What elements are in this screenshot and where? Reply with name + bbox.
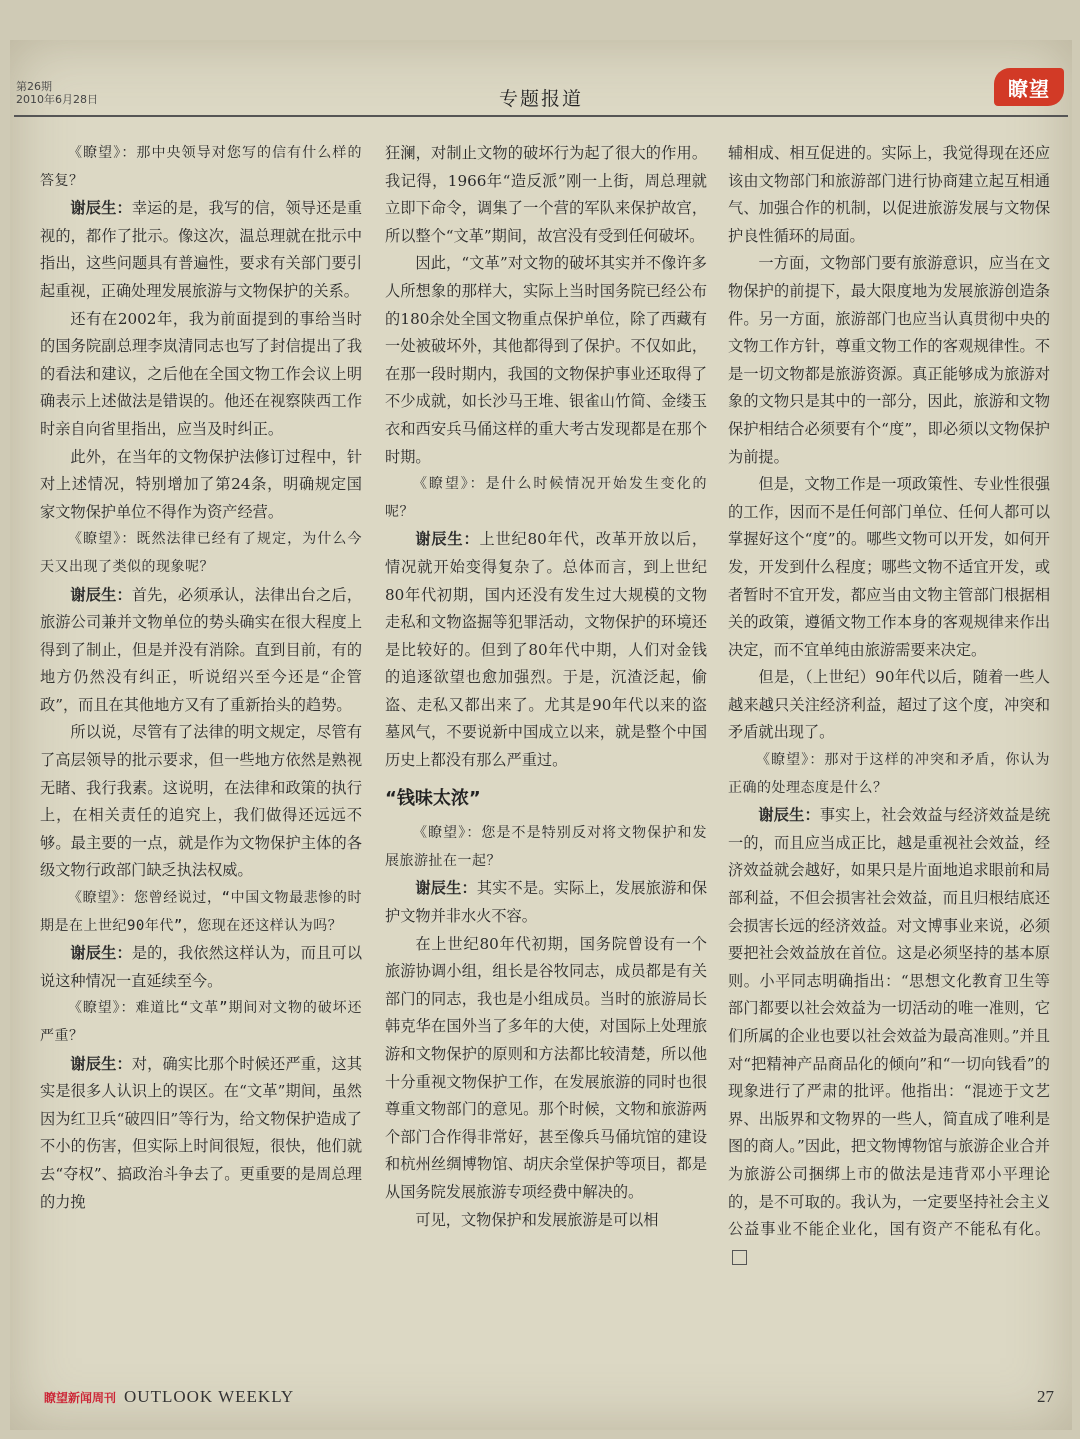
paragraph-text: 一方面，文物部门要有旅游意识，应当在文物保护的前提下，最大限度地为发展旅游创造条件。另一方面，旅游部门也应当认真贯彻中央的文物工作方针，尊重文物工作的客观规律性。不是一切文物都是旅游资源。真正能够成为旅游对象的文物只是其中的一部分，因此，旅游和文物保护相结合必须要有个“度”，即必须以文物保护为前提。 <box>728 254 1050 466</box>
magazine-page <box>10 40 1072 1430</box>
speaker-name: 谢辰生： <box>70 199 132 218</box>
interview-answer <box>385 526 707 774</box>
page-footer <box>10 1375 1072 1430</box>
interview-question <box>40 140 362 195</box>
text-column-1 <box>40 140 362 1375</box>
paragraph-text: 《瞭望》：难道比“文革”期间对文物的破坏还严重？ <box>40 1000 362 1044</box>
interview-question <box>385 820 707 875</box>
paragraph-text: 《瞭望》：您是不是特别反对将文物保护和发展旅游扯在一起？ <box>385 825 707 869</box>
paragraph-text: 所以说，尽管有了法律的明文规定，尽管有了高层领导的批示要求，但一些地方依然是熟视无睹、我行我素。这说明，在法律和政策的执行上，在相关责任的追究上，我们做得还远远不够。最主要的一点，就是作为文物保护主体的各级文物行政部门缺乏执法权威。 <box>40 723 362 880</box>
interview-question <box>385 471 707 526</box>
paragraph-text: 因此，“文革”对文物的破坏其实并不像许多人所想象的那样大，实际上当时国务院已经公布的180余处全国文物重点保护单位，除了西藏有一处被破坏外，其他都得到了保护。不仅如此，在那一段时期内，我国的文物保护事业还取得了不少成就，如长沙马王堆、银雀山竹简、金缕玉衣和西安兵马俑这样的重大考古发现都是在那个时期。 <box>385 254 707 466</box>
speaker-name: 谢辰生： <box>415 879 477 898</box>
speaker-name: 谢辰生： <box>70 1054 132 1073</box>
paragraph-text: 《瞭望》：既然法律已经有了规定，为什么今天又出现了类似的现象呢？ <box>40 531 362 575</box>
footer-brand-cn: 瞭望新闻周刊 <box>44 1391 117 1405</box>
speaker-name: 谢辰生： <box>70 944 132 963</box>
interview-answer <box>40 1051 362 1217</box>
subheading: “钱味太浓” <box>385 787 481 809</box>
speaker-name: 谢辰生： <box>758 806 820 825</box>
interview-question <box>40 995 362 1050</box>
interview-answer <box>40 195 362 305</box>
paragraph-text: 上世纪80年代，改革开放以后，情况就开始变得复杂了。总体而言，到上世纪80年代初期，国内还没有发生过大规模的文物走私和文物盗掘等犯罪活动，文物保护的环境还是比较好的。但到了80年代中期，人们对金钱的追逐欲望也愈加强烈。于是，沉渣泛起，偷盗、走私又都出来了。尤其是90年代以来的盗墓风气，不要说新中国成立以来，就是整个中国历史上都没有那么严重过。 <box>385 530 707 770</box>
section-title: 专题报道 <box>498 88 583 110</box>
interview-question <box>40 526 362 581</box>
paragraph-text: 狂澜，对制止文物的破坏行为起了很大的作用。我记得，1966年“造反派”刚一上街，周总理就立即下命令，调集了一个营的军队来保护故宫，所以整个“文革”期间，故宫没有受到任何破坏。 <box>385 144 707 245</box>
paragraph-text: 是的，我依然这样认为，而且可以说这种情况一直延续至今。 <box>40 944 362 990</box>
interview-answer <box>728 802 1050 1271</box>
page-header <box>10 40 1072 120</box>
paragraph-text: 其实不是。实际上，发展旅游和保护文物并非水火不容。 <box>385 879 707 926</box>
header-rule <box>14 115 1068 117</box>
paragraph-text: 但是，文物工作是一项政策性、专业性很强的工作，因而不是任何部门单位、任何人都可以掌握好这个“度”的。哪些文物可以开发，如何开发，开发到什么程度；哪些文物不适宜开发，或者暂时不宜开发，都应当由文物主管部门根据相关的政策，遵循文物工作本身的客观规律来作出决定，而不宜单纯由旅游需要来决定。 <box>728 475 1050 659</box>
interview-answer <box>40 582 362 720</box>
page-number: 27 <box>1037 1387 1054 1406</box>
paragraph-text: 幸运的是，我写的信，领导还是重视的，都作了批示。像这次，温总理就在批示中指出，这些问题具有普遍性，要求有关部门要引起重视，正确处理发展旅游与文物保护的关系。 <box>40 199 362 300</box>
paragraph-text: 《瞭望》：您曾经说过，“中国文物最悲惨的时期是在上世纪90年代”，您现在还这样认为吗？ <box>40 890 362 934</box>
body-paragraph <box>40 444 362 527</box>
interview-answer <box>385 875 707 930</box>
liaowang-logo: 瞭望 <box>994 68 1064 106</box>
body-paragraph <box>385 931 707 1207</box>
paragraph-text: 《瞭望》：那对于这样的冲突和矛盾，你认为正确的处理态度是什么？ <box>728 752 1050 796</box>
paragraph-text: 还有在2002年，我为前面提到的事给当时的国务院副总理李岚清同志也写了封信提出了我的看法和建议，之后他在全国文物工作会议上明确表示上述做法是错误的。他还在视察陕西工作时亲自向省里指出，应当及时纠正。 <box>40 309 362 438</box>
paragraph-text: 可见，文物保护和发展旅游是可以相 <box>415 1210 659 1229</box>
paragraph-text: 《瞭望》：那中央领导对您写的信有什么样的答复？ <box>40 145 362 189</box>
body-paragraph <box>728 471 1050 664</box>
interview-question <box>40 885 362 940</box>
text-column-3 <box>728 140 1050 1375</box>
interview-answer <box>40 940 362 995</box>
body-paragraph <box>728 664 1050 747</box>
issue-number: 第26期 <box>16 80 52 93</box>
footer-brand <box>44 1387 294 1407</box>
body-paragraph <box>385 140 707 250</box>
speaker-name: 谢辰生： <box>415 530 480 549</box>
body-paragraph <box>728 250 1050 471</box>
end-mark-icon <box>732 1250 747 1265</box>
paragraph-text: 辅相成、相互促进的。实际上，我觉得现在还应该由文物部门和旅游部门进行协商建立起互相通气、加强合作的机制，以促进旅游发展与文物保护良性循环的局面。 <box>728 144 1050 245</box>
body-paragraph <box>40 719 362 885</box>
footer-brand-en: OUTLOOK WEEKLY <box>124 1387 295 1406</box>
paragraph-text: 在上世纪80年代初期，国务院曾设有一个旅游协调小组，组长是谷牧同志，成员都是有关部门的同志，我也是小组成员。当时的旅游局长韩克华在国外当了多年的大使，对国际上处理旅游和文物保护的原则和方法都比较清楚，所以他十分重视文物保护工作，在发展旅游的同时也很尊重文物部门的意见。那个时候，文物和旅游两个部门合作得非常好，甚至像兵马俑坑馆的建设和杭州丝绸博物馆、胡庆余堂保护等项目，都是从国务院发展旅游专项经费中解决的。 <box>385 934 707 1201</box>
body-paragraph <box>728 140 1050 250</box>
speaker-name: 谢辰生： <box>70 585 132 604</box>
issue-date: 2010年6月28日 <box>16 93 98 106</box>
paragraph-text: 事实上，社会效益与经济效益是统一的，而且应当成正比，越是重视社会效益，经济效益就会越好，如果只是片面地追求眼前和局部利益，不但会损害社会效益，而且归根结底还会损害长远的经济效益。对文博事业来说，必须要把社会效益放在首位。这是必须坚持的基本原则。小平同志明确指出：“思想文化教育卫生等部门都要以社会效益为一切活动的唯一准则，它们所属的企业也要以社会效益为最高准则。”并且对“把精神产品商品化的倾向”和“一切向钱看”的现象进行了严肃的批评。他指出：“混迹于文艺界、出版界和文物界的一些人，简直成了唯利是图的商人。”因此，把文物博物馆与旅游企业合并为旅游公司捆绑上市的做法是违背邓小平理论的，是不可取的。我认为，一定要坚持社会主义公益事业不能企业化，国有资产不能私有化。 <box>728 806 1050 1239</box>
body-paragraph <box>385 1207 707 1235</box>
body-paragraph <box>385 250 707 471</box>
paragraph-text: 但是，（上世纪）90年代以后，随着一些人越来越只关注经济利益，超过了这个度，冲突和矛盾就出现了。 <box>728 668 1050 742</box>
paragraph-text: 《瞭望》：是什么时候情况开始发生变化的呢？ <box>385 476 707 520</box>
paragraph-text: 对，确实比那个时候还严重，这其实是很多人认识上的误区。在“文革”期间，虽然因为红卫兵“破四旧”等行为，给文物保护造成了不小的伤害，但实际上时间很短，很快，他们就去“夺权”、搞政治斗争去了。更重要的是周总理的力挽 <box>40 1054 362 1211</box>
paragraph-text: 首先，必须承认，法律出台之后，旅游公司兼并文物单位的势头确实在很大程度上得到了制止，但是并没有消除。直到目前，有的地方仍然没有纠正，听说绍兴至今还是“企管政”，而且在其他地方又有了重新抬头的趋势。 <box>40 585 362 714</box>
text-column-2 <box>385 140 707 1375</box>
body-paragraph <box>40 306 362 444</box>
paragraph-text: 此外，在当年的文物保护法修订过程中，针对上述情况，特别增加了第24条，明确规定国家文物保护单位不得作为资产经营。 <box>40 447 362 521</box>
interview-question <box>728 747 1050 802</box>
